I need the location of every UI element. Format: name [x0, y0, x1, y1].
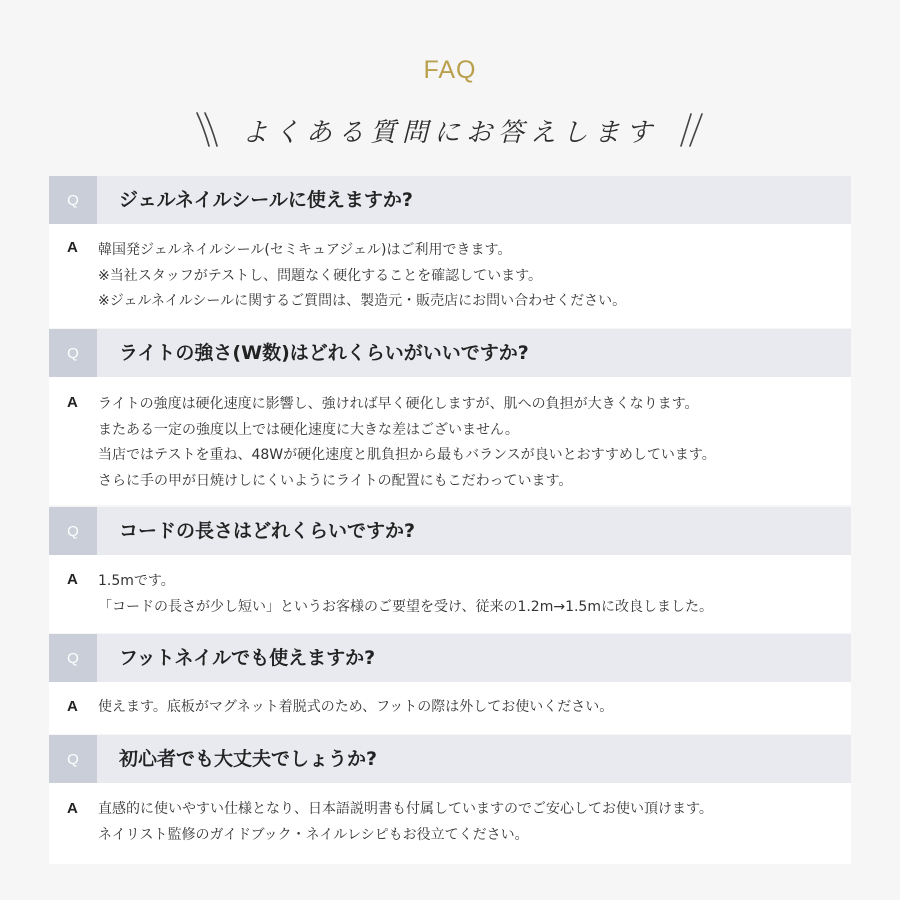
question-text: フットネイルでも使えますか?: [119, 647, 376, 669]
answer-line: さらに手の甲が日焼けしにくいようにライトの配置にもこだわっています。: [98, 472, 573, 489]
answer-text: [98, 695, 613, 721]
answer-line: 韓国発ジェルネイルシール(セミキュアジェル)はご利用できます。: [98, 242, 512, 258]
question-row: [49, 329, 851, 377]
answer-line: ※ジェルネイルシールに関するご質問は、製造元・販売店にお問い合わせください。: [98, 293, 627, 309]
q-badge: Q: [49, 329, 97, 377]
answer-line: ※当社スタッフがテストし、問題なく硬化することを確認しています。: [98, 267, 543, 284]
a-badge: A: [67, 394, 78, 411]
answer-line: 「コードの長さが少し短い」というお客様のご要望を受け、従来の1.2m→1.5mに改良しました。: [98, 598, 713, 615]
q-badge: Q: [49, 735, 97, 783]
faq-subtitle: よくある質問にお答えします: [241, 117, 658, 148]
left-slash-decoration-icon: [194, 110, 224, 150]
answer-text: [98, 797, 713, 848]
answer-text: [98, 392, 716, 494]
answer-line: またある一定の強度以上では硬化速度に大きな差はございません。: [98, 421, 519, 438]
answer-line: 使えます。底板がマグネット着脱式のため、フットの際は外してお使いください。: [98, 699, 614, 715]
answer-text: [98, 569, 713, 620]
right-slash-decoration-icon: [676, 110, 706, 150]
answer-box: [49, 682, 851, 734]
question-text: コードの長さはどれくらいですか?: [119, 520, 416, 542]
q-badge: Q: [49, 634, 97, 682]
a-badge: A: [67, 698, 78, 715]
answer-box: [49, 555, 851, 633]
question-row: [49, 507, 851, 555]
question-row: [49, 176, 851, 224]
answer-box: [49, 377, 851, 505]
a-badge: A: [67, 800, 78, 817]
question-row: [49, 634, 851, 682]
answer-line: 1.5mです。: [98, 573, 175, 589]
subtitle-row: [0, 108, 900, 152]
faq-title: FAQ: [423, 56, 477, 84]
question-text: 初心者でも大丈夫でしょうか?: [119, 748, 378, 770]
answer-line: 直感的に使いやすい仕様となり、日本語説明書も付属していますのでご安心してお使い頂けます。: [98, 801, 713, 817]
answer-line: ライトの強度は硬化速度に影響し、強ければ早く硬化しますが、肌への負担が大きくなります。: [98, 396, 699, 412]
answer-box: [49, 783, 851, 864]
q-badge: Q: [49, 507, 97, 555]
question-text: ライトの強さ(W数)はどれくらいがいいですか?: [119, 342, 529, 364]
a-badge: A: [67, 571, 78, 588]
q-badge: Q: [49, 176, 97, 224]
answer-text: [98, 238, 626, 315]
answer-line: ネイリスト監修のガイドブック・ネイルレシピもお役立てください。: [98, 826, 529, 843]
question-row: [49, 735, 851, 783]
answer-line: 当店ではテストを重ね、48Wが硬化速度と肌負担から最もバランスが良いとおすすめしています。: [98, 447, 716, 463]
answer-box: [49, 224, 851, 328]
a-badge: A: [67, 239, 78, 256]
question-text: ジェルネイルシールに使えますか?: [119, 189, 413, 211]
